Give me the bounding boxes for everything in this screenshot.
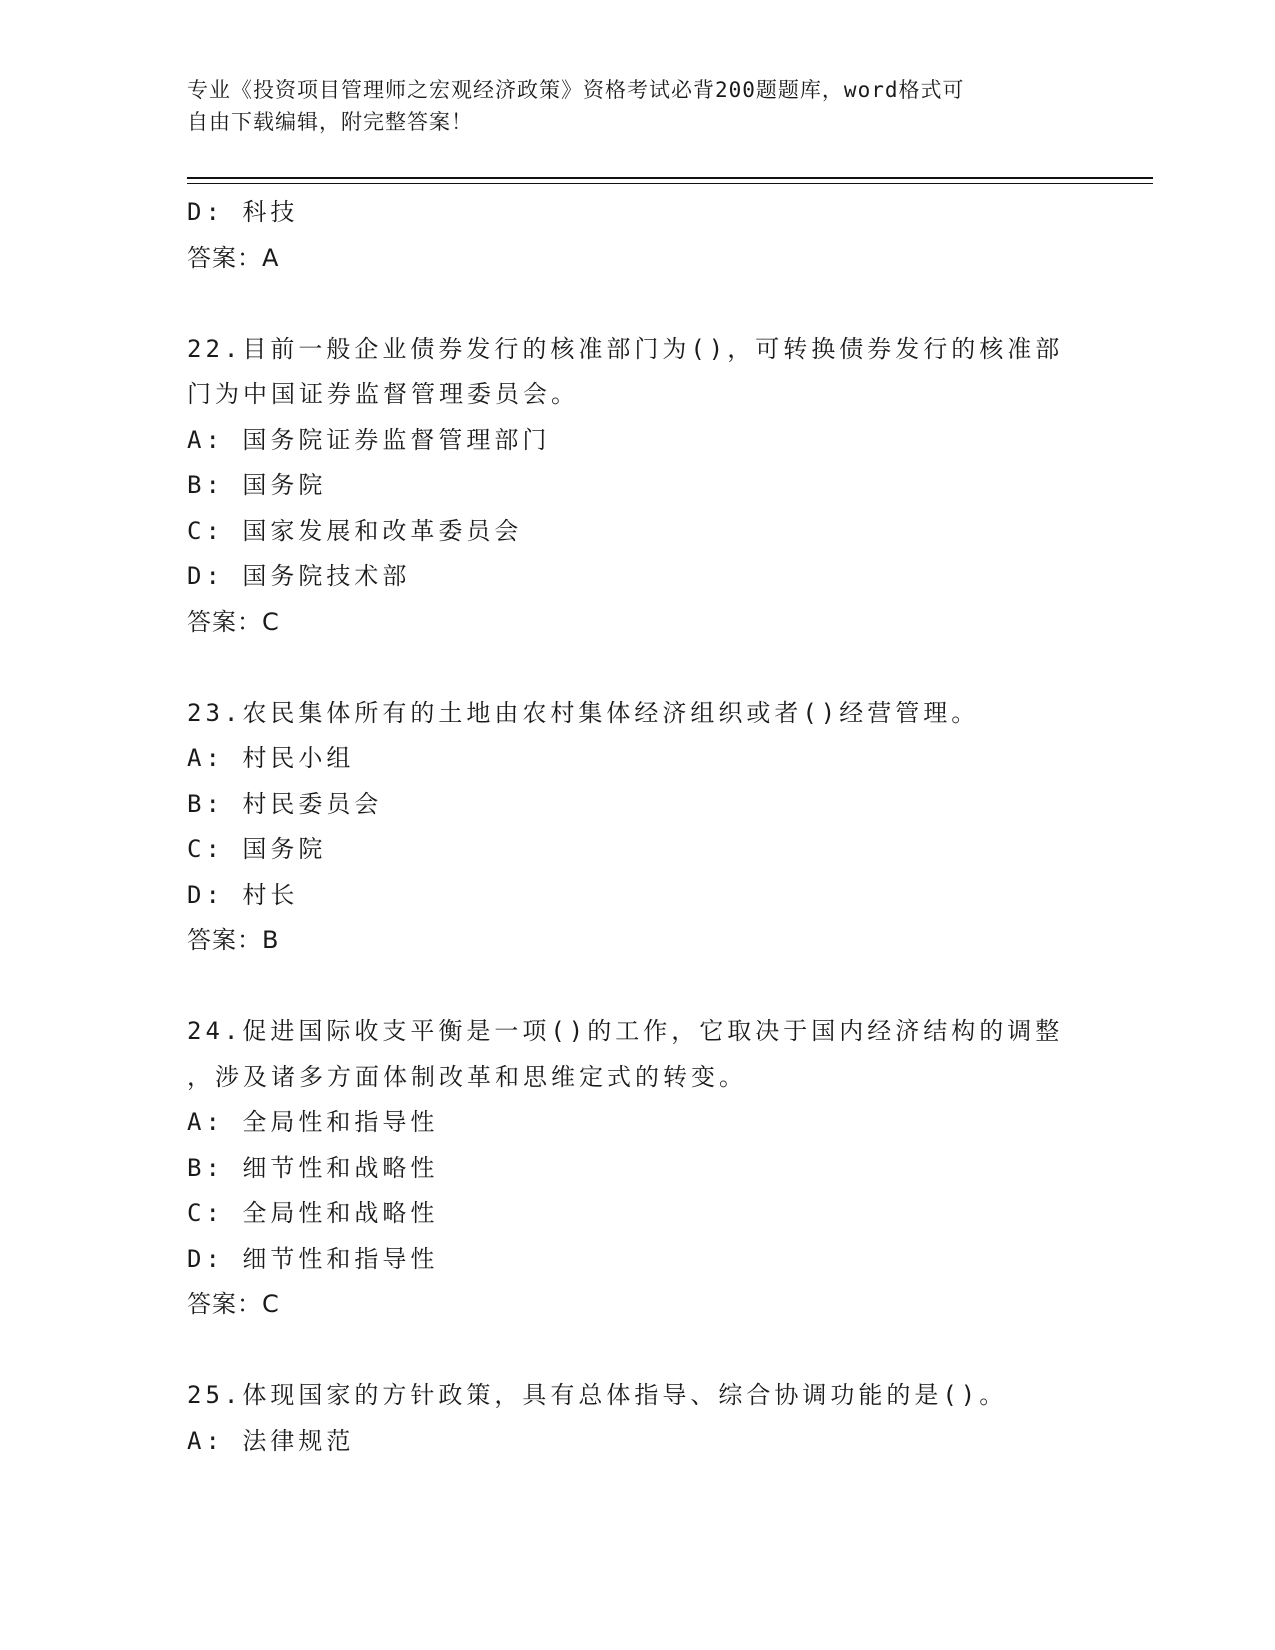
question-stem: 23.农民集体所有的土地由农村集体经济组织或者()经营管理。 (187, 698, 980, 727)
question-23 (187, 691, 1087, 964)
option-a: A: 村民小组 (187, 744, 355, 772)
option-a: A: 全局性和指导性 (187, 1108, 439, 1136)
question-25 (187, 1373, 1087, 1464)
answer: 答案：C (187, 607, 280, 636)
option-d: D: 村长 (187, 880, 299, 909)
spacer (187, 1328, 1087, 1374)
option-d: D: 细节性和指导性 (187, 1244, 439, 1273)
header-line-1: 专业《投资项目管理师之宏观经济政策》资格考试必背200题题库，word格式可 (187, 78, 965, 102)
question-stem: ，涉及诸多方面体制改革和思维定式的转变。 (187, 1062, 747, 1091)
question-stem: 门为中国证券监督管理委员会。 (187, 380, 579, 408)
answer: 答案：B (187, 926, 280, 954)
option-a: A: 法律规范 (187, 1426, 355, 1455)
question-stem: 25.体现国家的方针政策，具有总体指导、综合协调功能的是()。 (187, 1381, 1008, 1409)
question-list (187, 190, 1087, 1464)
spacer (187, 281, 1087, 327)
header-divider-thin (187, 183, 1153, 184)
spacer (187, 645, 1087, 691)
option-b: B: 国务院 (187, 471, 327, 499)
question-22 (187, 327, 1087, 646)
option-a: A: 国务院证券监督管理部门 (187, 425, 551, 454)
option-b: B: 细节性和战略性 (187, 1153, 439, 1182)
header-line-2: 自由下载编辑，附完整答案！ (187, 110, 473, 134)
prev-option-d: D: 科技 (187, 198, 299, 226)
header-divider-thick (187, 177, 1153, 179)
option-d: D: 国务院技术部 (187, 562, 411, 590)
question-stem: 24.促进国际收支平衡是一项()的工作，它取决于国内经济结构的调整 (187, 1017, 1064, 1045)
prev-answer: 答案：A (187, 243, 280, 272)
option-c: C: 国务院 (187, 835, 327, 863)
spacer (187, 964, 1087, 1010)
option-b: B: 村民委员会 (187, 789, 383, 818)
question-24 (187, 1009, 1087, 1328)
document-header (187, 74, 1067, 138)
answer: 答案：C (187, 1290, 280, 1318)
option-c: C: 全局性和战略性 (187, 1199, 439, 1227)
question-stem: 22.目前一般企业债券发行的核准部门为()，可转换债券发行的核准部 (187, 334, 1064, 363)
option-c: C: 国家发展和改革委员会 (187, 516, 523, 545)
